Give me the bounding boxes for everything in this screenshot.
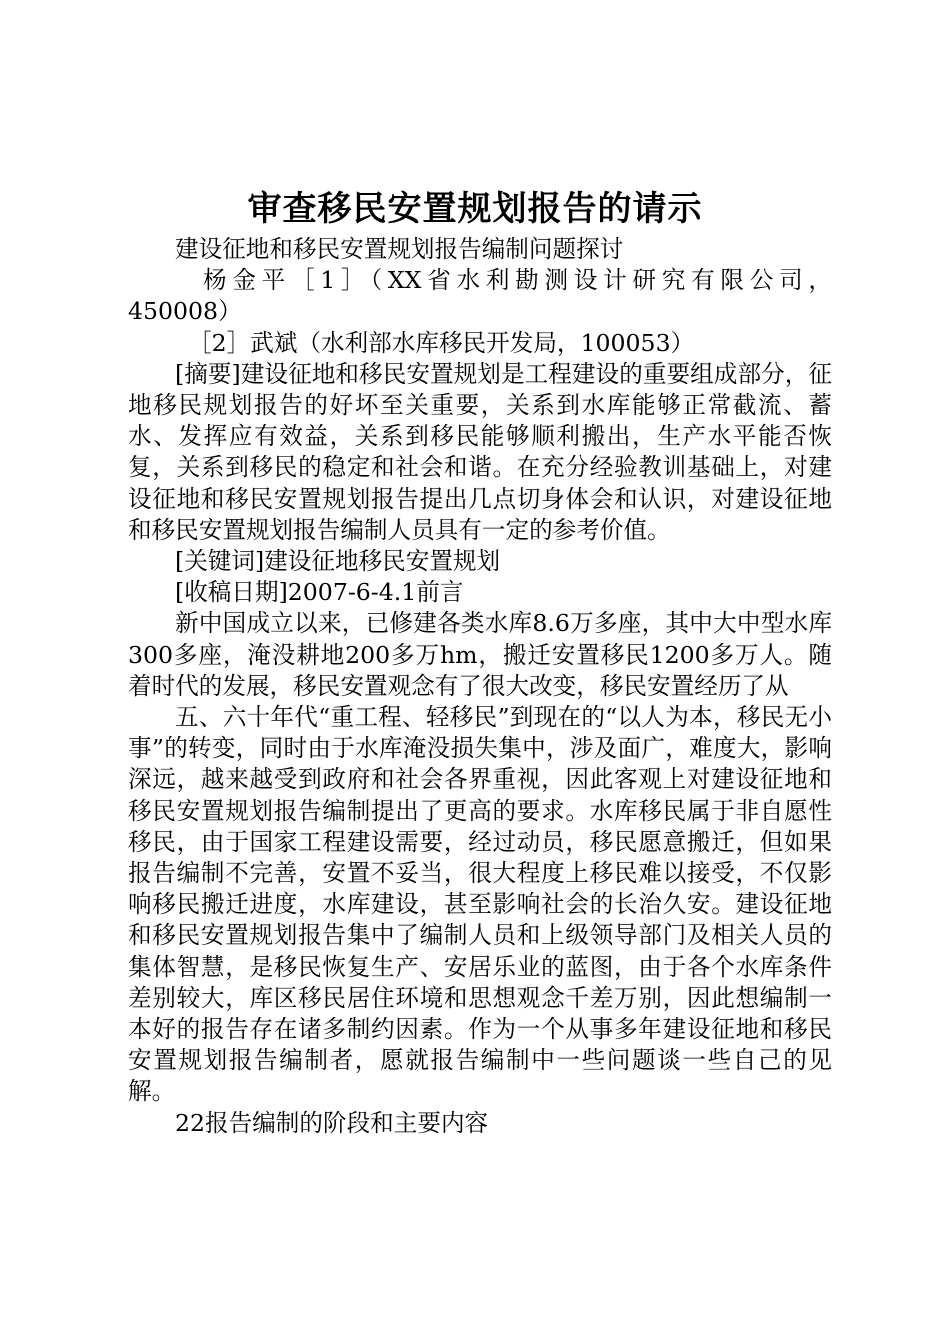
- section-heading: 22报告编制的阶段和主要内容: [175, 1108, 489, 1137]
- body-paragraph-2: 五、六十年代“重工程、轻移民”到现在的“以人为本，移民无小事”的转变，同时由于水库淹没损失集中，涉及面广，难度大，影响深远，越来越受到政府和社会各界重视，因此客观上对建设征地和移民安置规划报告编制提出了更高的要求。水库移民属于非自愿性移民，由于国家工程建设需要，经过动员，移民愿意搬迁，但如果报告编制不完善，安置不妥当，很大程度上移民难以接受，不仅影响移民搬迁进度，水库建设，甚至影响社会的长治久安。建设征地和移民安置规划报告集中了编制人员和上级领导部门及相关人员的集体智慧，是移民恢复生产、安居乐业的蓝图，由于各个水库条件差别较大，库区移民居住环境和思想观念千差万别，因此想编制一本好的报告存在诸多制约因素。作为一个从事多年建设征地和移民安置规划报告编制者，愿就报告编制中一些问题谈一些自己的见解。: [128, 703, 832, 1106]
- subtitle: 建设征地和移民安置规划报告编制问题探讨: [175, 235, 624, 263]
- abstract-paragraph: [摘要]建设征地和移民安置规划是工程建设的重要组成部分，征地移民规划报告的好坏至关重要，关系到水库能够正常截流、蓄水、发挥应有效益，关系到移民能够顺利搬出，生产水平能否恢复，关系到移民的稳定和社会和谐。在充分经验教训基础上，对建设征地和移民安置规划报告提出几点切身体会和认识，对建设征地和移民安置规划报告编制人员具有一定的参考价值。: [128, 359, 832, 544]
- received-date-line: [收稿日期]2007-6-4.1前言: [175, 578, 464, 607]
- document-body: [128, 234, 832, 1139]
- author-line-2: 450008）: [128, 297, 242, 326]
- keywords-line: [关键词]建设征地移民安置规划: [175, 547, 501, 576]
- document-title: 审查移民安置规划报告的请示: [247, 189, 703, 229]
- author-line-3: ［2］武斌（水利部水库移民开发局，100053）: [188, 328, 695, 357]
- body-paragraph-1: 新中国成立以来，已修建各类水库8.6万多座，其中大中型水库300多座，淹没耕地200多万hm，搬迁安置移民1200多万人。随着时代的发展，移民安置观念有了很大改变，移民安置经历了从: [128, 609, 832, 700]
- author-line-1: 杨金平［1］（XX省水利勘测设计研究有限公司，: [203, 266, 832, 295]
